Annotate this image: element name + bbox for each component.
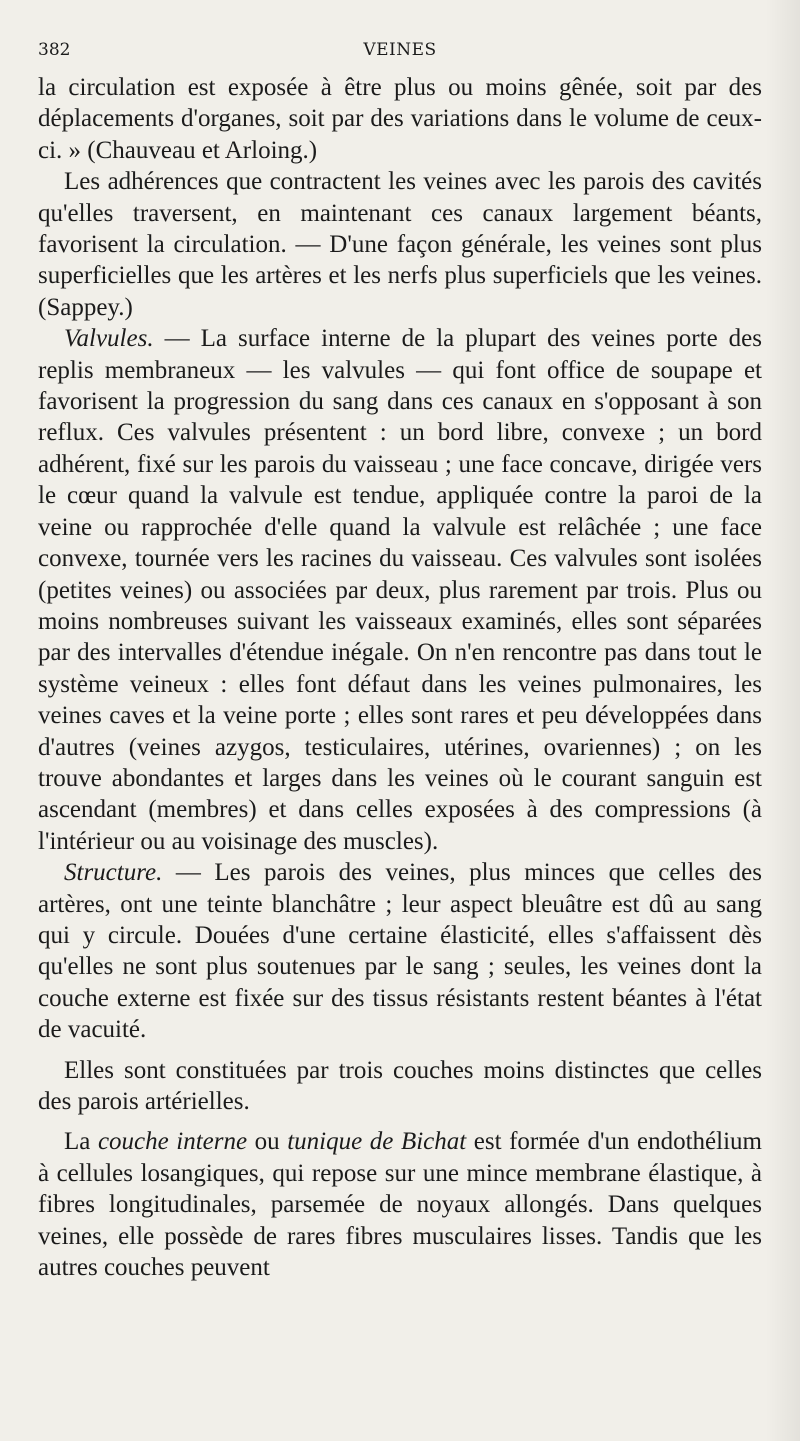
paragraph-text: est formée d'un endothélium à cellules losangiques, qui repose sur une mince membrane élastique, à fibres longitudinales, parsemée de noyaux allongés. Dans quelques veines, elle possède de rares fibres musculaires lisses. Tandis que les autres couches peuvent <box>38 1128 762 1282</box>
paragraph-valvules <box>38 323 762 857</box>
paragraph-lead: La <box>64 1128 98 1156</box>
term-tunique-de-bichat: tunique de Bichat <box>287 1128 467 1156</box>
paragraph-text: la circulation est exposée à être plus ou moins gênée, soit par des déplacements d'organes, soit par des variations dans le volume de ceux-ci. » (Chauveau et Arloing.) <box>38 74 762 164</box>
section-heading-valvules: Valvules. <box>64 325 154 353</box>
section-heading-structure: Structure. <box>64 859 163 887</box>
paragraph-internal-layer <box>38 1126 762 1283</box>
body-text <box>38 72 762 1283</box>
paragraph-structure <box>38 857 762 1045</box>
paragraph-text: Elles sont constituées par trois couches moins distinctes que celles des parois artérielles. <box>38 1056 762 1115</box>
paragraph-text: — La surface interne de la plupart des veines porte des replis membraneux — les valvules — qui font office de soupape et favorisent la progression du sang dans ces canaux en s'opposant à son reflux. Ces valvules présentent : un bord libre, convexe ; un bord adhérent, fixé sur les parois du vaisseau ; une face concave, dirigée vers le cœur quand la valvule est tendue, appliquée contre la paroi de la veine ou rapprochée d'elle quand la valvule est relâchée ; une face convexe, tournée vers les racines du vaisseau. Ces valvules sont isolées (petites veines) ou associées par deux, plus rarement par trois. Plus ou moins nombreuses suivant les vaisseaux examinés, elles sont séparées par des intervalles d'étendue inégale. On n'en rencontre pas dans tout le système veineux : elles font défaut dans les veines pulmonaires, les veines caves et la veine porte ; elles sont rares et peu développées dans d'autres (veines azygos, testiculaires, utérines, ovariennes) ; on les trouve abondantes et larges dans les veines où le courant sanguin est ascendant (membres) et dans celles exposées à des compressions (à l'intérieur ou au voisinage des muscles). <box>38 325 762 855</box>
paragraph-adherences <box>38 166 762 323</box>
paragraph-text: — Les parois des veines, plus minces que celles des artères, ont une teinte blanchâtre ; leur aspect bleuâtre est dû au sang qui y circule. Douées d'une certaine élasticité, elles s'affaissent dès qu'elles ne sont plus soutenues par le sang ; seules, les veines dont la couche externe est fixée sur des tissus résistants restent béantes à l'état de vacuité. <box>38 859 762 1044</box>
term-couche-interne: couche interne <box>97 1128 248 1156</box>
paragraph-three-layers <box>38 1055 762 1118</box>
paragraph-connector: ou <box>247 1128 288 1156</box>
page-number: 382 <box>38 40 71 60</box>
page-header <box>38 40 762 72</box>
paragraph-text: Les adhérences que contractent les veines avec les parois des cavités qu'elles traversent, en maintenant ces canaux largement béants, favorisent la circulation. — D'une façon générale, les veines sont plus superficielles que les artères et les nerfs plus superficiels que les veines. (Sappey.) <box>38 168 762 321</box>
running-title: VEINES <box>363 40 437 60</box>
paragraph-continuation <box>38 72 762 166</box>
